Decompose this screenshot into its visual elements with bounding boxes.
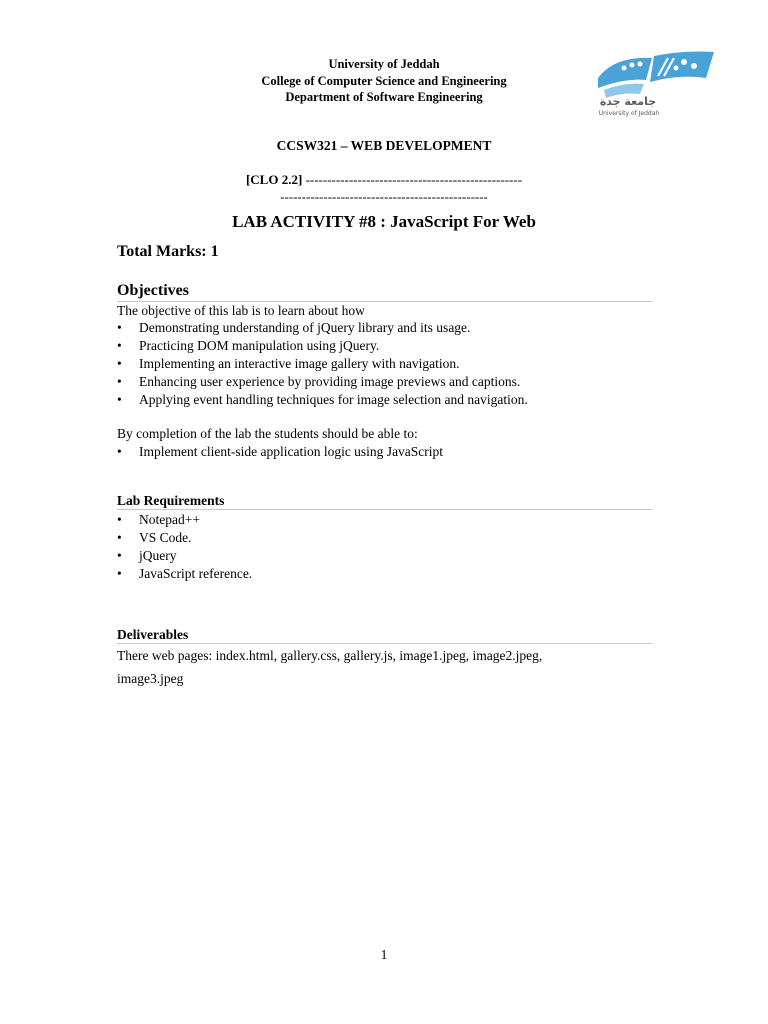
deliverables-line-1: There web pages: index.html, gallery.css, gallery.js, image1.jpeg, image2.jpeg, <box>117 648 543 663</box>
bullet-icon: • <box>117 530 122 545</box>
deliverables-heading: Deliverables <box>117 627 652 644</box>
bullet-icon: • <box>117 444 122 459</box>
list-item-text: Implementing an interactive image gallery with navigation. <box>139 356 460 371</box>
completion-intro: By completion of the lab the students should be able to: <box>117 426 418 441</box>
requirements-heading: Lab Requirements <box>117 493 652 510</box>
list-item <box>117 337 528 355</box>
bullet-icon: • <box>117 374 122 389</box>
objectives-list <box>117 319 528 409</box>
list-item <box>117 511 252 529</box>
list-item <box>117 443 443 461</box>
bullet-icon: • <box>117 320 122 335</box>
clo-line <box>184 172 584 188</box>
bullet-icon: • <box>117 356 122 371</box>
objectives-heading: Objectives <box>117 282 652 302</box>
list-item <box>117 529 252 547</box>
objectives-intro: The objective of this lab is to learn about how <box>117 303 365 318</box>
list-item-text: Implement client-side application logic using JavaScript <box>139 444 444 459</box>
requirements-list <box>117 511 252 583</box>
page-number: 1 <box>380 947 388 962</box>
clo-label: [CLO 2.2] <box>245 172 303 187</box>
logo-arabic-text: جامعة جدة <box>599 95 657 108</box>
list-item-text: Practicing DOM manipulation using jQuery. <box>139 338 380 353</box>
list-item-text: VS Code. <box>139 530 192 545</box>
clo-dashes-2: ------------------------------------------------ <box>280 189 488 204</box>
logo-english-text: University of Jeddah <box>598 110 660 117</box>
course-title: CCSW321 – WEB DEVELOPMENT <box>276 138 492 153</box>
university-name: University of Jeddah <box>328 57 440 71</box>
total-marks: Total Marks: 1 <box>117 243 219 260</box>
bullet-icon: • <box>117 548 122 563</box>
list-item <box>117 355 528 373</box>
bullet-icon: • <box>117 512 122 527</box>
clo-dashes-1: -------------------------------------------------- <box>302 172 523 187</box>
bullet-icon: • <box>117 338 122 353</box>
list-item-text: Enhancing user experience by providing image previews and captions. <box>139 374 521 389</box>
list-item-text: Notepad++ <box>139 512 200 527</box>
college-name: College of Computer Science and Engineering <box>261 74 507 88</box>
list-item <box>117 319 528 337</box>
lab-title: LAB ACTIVITY #8 : JavaScript For Web <box>232 212 536 231</box>
list-item <box>117 391 528 409</box>
deliverables-line-2: image3.jpeg <box>117 671 184 686</box>
list-item-text: Demonstrating understanding of jQuery library and its usage. <box>139 320 471 335</box>
bullet-icon: • <box>117 566 122 581</box>
list-item-text: jQuery <box>139 548 177 563</box>
department-name: Department of Software Engineering <box>285 90 483 104</box>
list-item-text: JavaScript reference. <box>139 566 253 581</box>
university-logo <box>594 48 716 120</box>
list-item-text: Applying event handling techniques for image selection and navigation. <box>139 392 528 407</box>
list-item <box>117 565 252 583</box>
list-item <box>117 547 252 565</box>
bullet-icon: • <box>117 392 122 407</box>
completion-list <box>117 443 443 461</box>
list-item <box>117 373 528 391</box>
